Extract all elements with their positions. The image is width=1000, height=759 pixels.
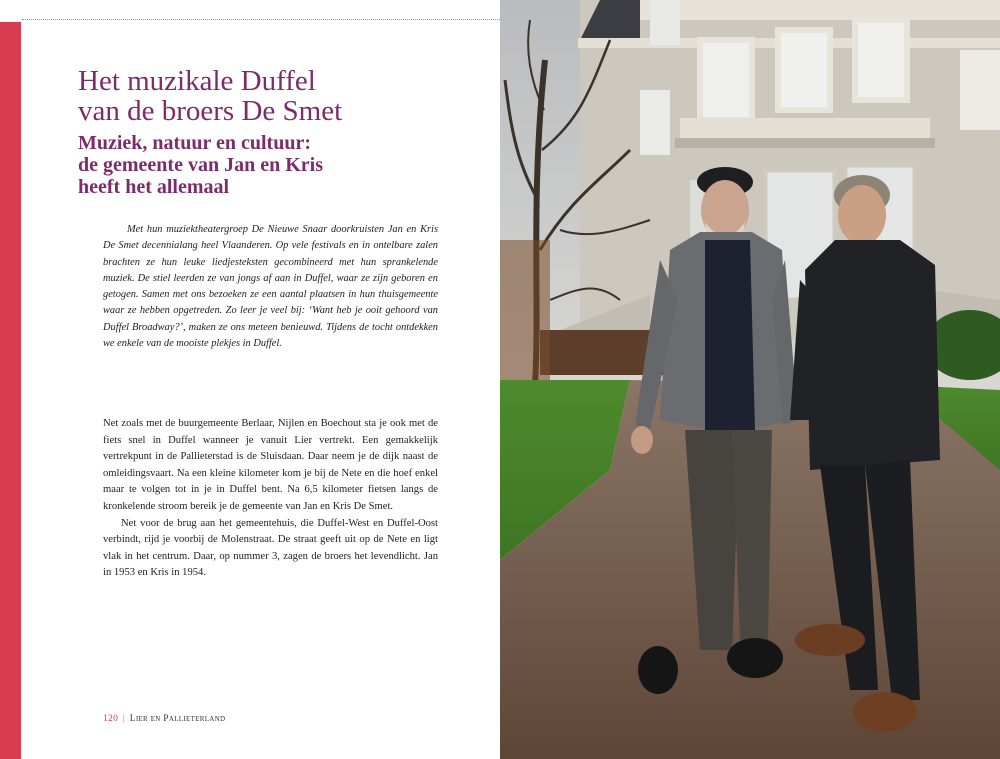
subtitle-line-2: de gemeente van Jan en Kris [78, 154, 323, 176]
title-line-2: van de broers De Smet [78, 95, 343, 127]
body-text [103, 416, 438, 582]
title-line-1: Het muzikale Duffel [78, 65, 316, 97]
page-footer [103, 714, 225, 724]
page-number: 120 [103, 714, 119, 724]
subtitle-line-1: Muziek, natuur en cultuur: [78, 132, 311, 154]
accent-bar [0, 22, 21, 759]
article-subtitle [78, 132, 488, 198]
photo-illustration [500, 0, 1000, 759]
body-paragraph-1: Net zoals met de buurgemeente Berlaar, Nijlen en Boechout sta je ook met de fiets snel in Duffel wanneer je vanuit Lier vertrekt. Een gemakkelijk vertrekpunt in de Pallieterstad is de Sluisdaan. Daar neem je de dijk naast de omleidingsvaart. Na een kleine kilometer kom je bij de Nete en die hoef enkel maar te volgen tot in je in Duffel bent. Na 6,5 kilometer fietsen langs de kronkelende stroom bereik je de gemeente van Jan en Kris De Smet. [103, 418, 438, 512]
photo-two-men-in-front-of-villa [500, 0, 1000, 759]
left-page [22, 0, 500, 759]
subtitle-line-3: heeft het allemaal [78, 176, 230, 198]
body-paragraph-2: Net voor de brug aan het gemeentehuis, die Duffel-West en Duffel-Oost verbindt, rijd je voorbij de Molenstraat. De straat geeft uit op de Nete en ligt vlak in het centrum. Daar, op nummer 3, zagen de broers het levendlicht. Jan in 1953 en Kris in 1954. [103, 517, 438, 579]
running-title: Lier en Pallieterland [129, 714, 226, 724]
article-title [78, 66, 488, 126]
footer-separator: | [122, 714, 126, 724]
intro-paragraph: Met hun muziektheatergroep De Nieuwe Snaar doorkruisten Jan en Kris De Smet decennialang heel Vlaanderen. Op vele festivals en in ontelbare zalen brachten ze hun leuke liedjesteksten gecombineerd met hun sprankelende muziek. De stiel leerden ze van jongs af aan in Duffel, waar ze zijn geboren en getogen. Samen met ons bezoeken ze een aantal plaatsen in hun thuisgemeente waar ze hebben opgetreden. Zo leer je veel bij: ‘Want heb je ooit gehoord van Duffel Broadway?’, maken ze ons meteen benieuwd. Tijdens de tocht ontdekken we enkele van de mooiste plekjes in Duffel. [103, 224, 438, 350]
